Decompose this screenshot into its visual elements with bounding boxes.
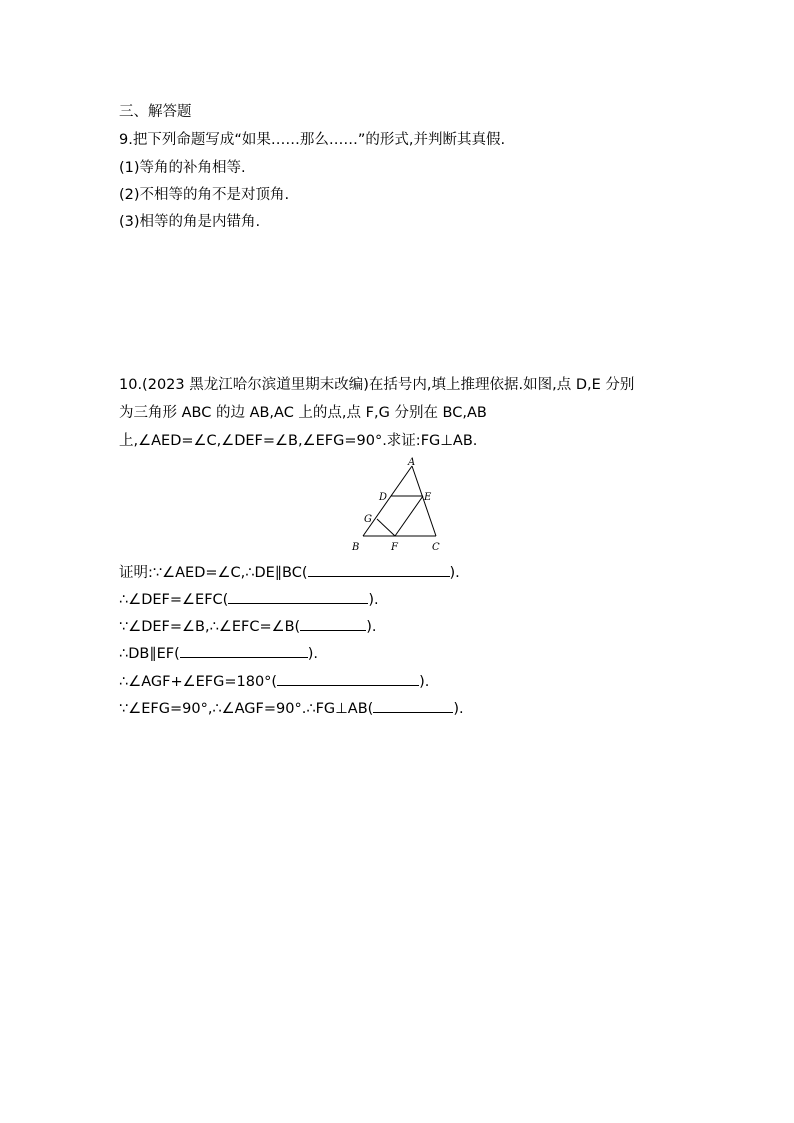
label-b: B bbox=[352, 542, 360, 553]
answer-blank-2[interactable] bbox=[228, 589, 368, 604]
segment-ab bbox=[363, 466, 412, 536]
q10-stem-line-2: 为三角形 ABC 的边 AB,AC 上的点,点 F,G 分别在 BC,AB bbox=[119, 405, 487, 421]
proof-line-1 bbox=[119, 562, 460, 583]
label-c: C bbox=[432, 542, 440, 553]
q10-stem-line-1: 10.(2023 黑龙江哈尔滨道里期末改编)在括号内,填上推理依据.如图,点 D,E 分别 bbox=[119, 377, 635, 393]
proof-line-5-end: ). bbox=[419, 674, 430, 690]
proof-line-5 bbox=[119, 671, 429, 692]
proof-line-3-text: ∵∠DEF=∠B,∴∠EFC=∠B( bbox=[119, 619, 301, 635]
q9-stem: 9.把下列命题写成“如果……那么……”的形式,并判断其真假. bbox=[119, 132, 506, 148]
proof-line-1-end: ). bbox=[449, 565, 460, 581]
label-f: F bbox=[391, 542, 398, 553]
proof-line-2 bbox=[119, 589, 379, 610]
answer-blank-5[interactable] bbox=[277, 671, 419, 686]
proof-line-2-end: ). bbox=[368, 592, 379, 608]
segment-fg bbox=[377, 519, 395, 536]
proof-line-6 bbox=[119, 698, 464, 719]
proof-line-2-text: ∴∠DEF=∠EFC( bbox=[119, 592, 229, 608]
q9-item-1: (1)等角的补角相等. bbox=[119, 160, 246, 176]
triangle-figure bbox=[348, 455, 448, 555]
segment-ef bbox=[395, 496, 423, 536]
label-a: A bbox=[408, 457, 416, 468]
proof-line-4-text: ∴DB∥EF( bbox=[119, 646, 180, 662]
q9-item-2: (2)不相等的角不是对顶角. bbox=[119, 187, 290, 203]
answer-blank-4[interactable] bbox=[180, 643, 308, 658]
proof-line-1-text: 证明:∵∠AED=∠C,∴DE∥BC( bbox=[119, 565, 308, 581]
label-e: E bbox=[424, 492, 432, 503]
q10-stem-line-3: 上,∠AED=∠C,∠DEF=∠B,∠EFG=90°.求证:FG⊥AB. bbox=[119, 433, 478, 449]
proof-line-3-end: ). bbox=[366, 619, 377, 635]
proof-line-3 bbox=[119, 616, 376, 637]
proof-line-5-text: ∴∠AGF+∠EFG=180°( bbox=[119, 674, 278, 690]
section-heading: 三、解答题 bbox=[119, 104, 192, 120]
proof-line-4-end: ). bbox=[307, 646, 319, 662]
proof-line-6-end: ). bbox=[453, 701, 464, 717]
answer-blank-3[interactable] bbox=[300, 616, 366, 631]
answer-blank-6[interactable] bbox=[373, 698, 453, 713]
label-g: G bbox=[364, 514, 372, 525]
proof-line-4 bbox=[119, 643, 318, 664]
q9-item-3: (3)相等的角是内错角. bbox=[119, 214, 261, 230]
answer-blank-1[interactable] bbox=[308, 562, 450, 577]
proof-line-6-text: ∵∠EFG=90°,∴∠AGF=90°.∴FG⊥AB( bbox=[119, 701, 374, 717]
label-d: D bbox=[379, 492, 388, 503]
